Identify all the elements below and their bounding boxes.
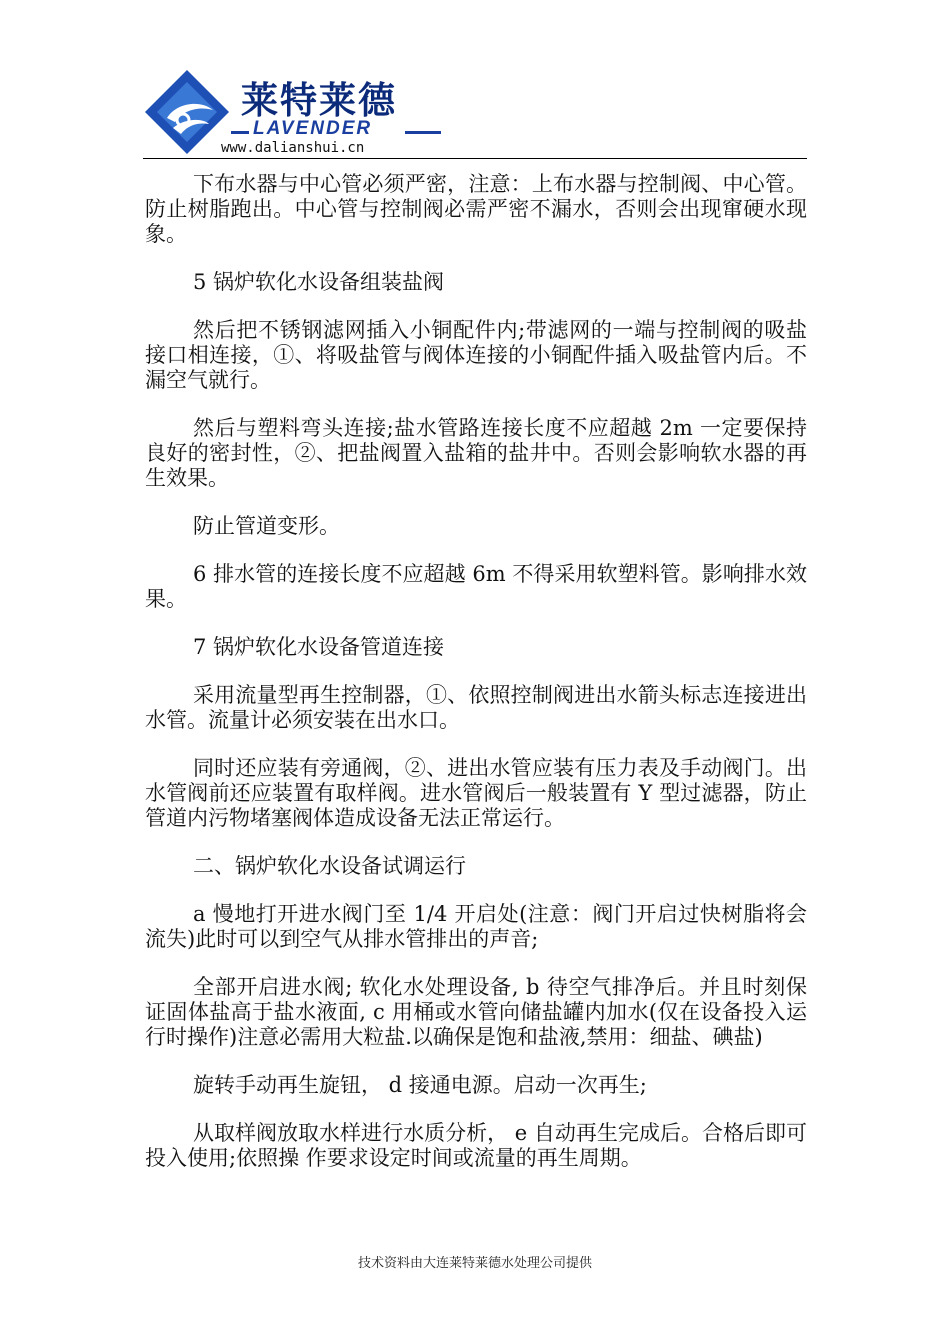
section-heading: 二、锅炉软化水设备试调运行 (193, 854, 466, 878)
document-body (145, 172, 807, 1194)
paragraph: 防止管道变形。 (193, 514, 340, 538)
paragraph: 同时还应装有旁通阀，②、进出水管应装有压力表及手动阀门。出水管阀前还应装置有取样阀。进水管阀后一般装置有 Y 型过滤器，防止管道内污物堵塞阀体造成设备无法正常运行。 (145, 756, 807, 830)
paragraph: 然后把不锈钢滤网插入小铜配件内;带滤网的一端与控制阀的吸盐接口相连接，①、将吸盐管与阀体连接的小铜配件插入吸盐管内后。不漏空气就行。 (145, 318, 807, 392)
paragraph: 下布水器与中心管必须严密，注意：上布水器与控制阀、中心管。防止树脂跑出。中心管与控制阀必需严密不漏水，否则会出现窜硬水现象。 (145, 172, 807, 246)
brand-name-cn: 莱特莱德 (241, 79, 397, 122)
section-heading: 5 锅炉软化水设备组装盐阀 (193, 270, 445, 294)
company-logo-icon (143, 68, 231, 156)
paragraph: 6 排水管的连接长度不应超越 6m 不得采用软塑料管。影响排水效果。 (145, 562, 807, 611)
page-footer: 技术资料由大连莱特莱德水处理公司提供 (357, 1256, 592, 1271)
section-heading: 7 锅炉软化水设备管道连接 (193, 635, 445, 659)
brand-name-en: LAVENDER (253, 118, 373, 139)
paragraph: 从取样阀放取水样进行水质分析， e 自动再生完成后。合格后即可投入使用;依照操 作要求设定时间或流量的再生周期。 (145, 1121, 807, 1170)
brand-divider-left (231, 131, 249, 134)
paragraph: 然后与塑料弯头连接;盐水管路连接长度不应超越 2m 一定要保持良好的密封性，②、把盐阀置入盐箱的盐井中。否则会影响软水器的再生效果。 (145, 416, 807, 490)
paragraph: 采用流量型再生控制器，①、依照控制阀进出水箭头标志连接进出水管。流量计必须安装在出水口。 (145, 683, 807, 732)
paragraph: 旋转手动再生旋钮， d 接通电源。启动一次再生; (193, 1073, 647, 1097)
paragraph: a 慢地打开进水阀门至 1/4 开启处(注意：阀门开启过快树脂将会流失)此时可以到空气从排水管排出的声音; (145, 902, 807, 951)
paragraph: 全部开启进水阀; 软化水处理设备, b 待空气排净后。并且时刻保证固体盐高于盐水液面, c 用桶或水管向储盐罐内加水(仅在设备投入运行时操作)注意必需用大粒盐.以确保是饱和盐液,禁用：细盐、碘盐) (145, 975, 807, 1049)
header-rule (143, 158, 807, 159)
brand-url: www.dalianshui.cn (221, 140, 365, 156)
page-header (143, 62, 807, 160)
brand-divider-right (405, 131, 441, 134)
